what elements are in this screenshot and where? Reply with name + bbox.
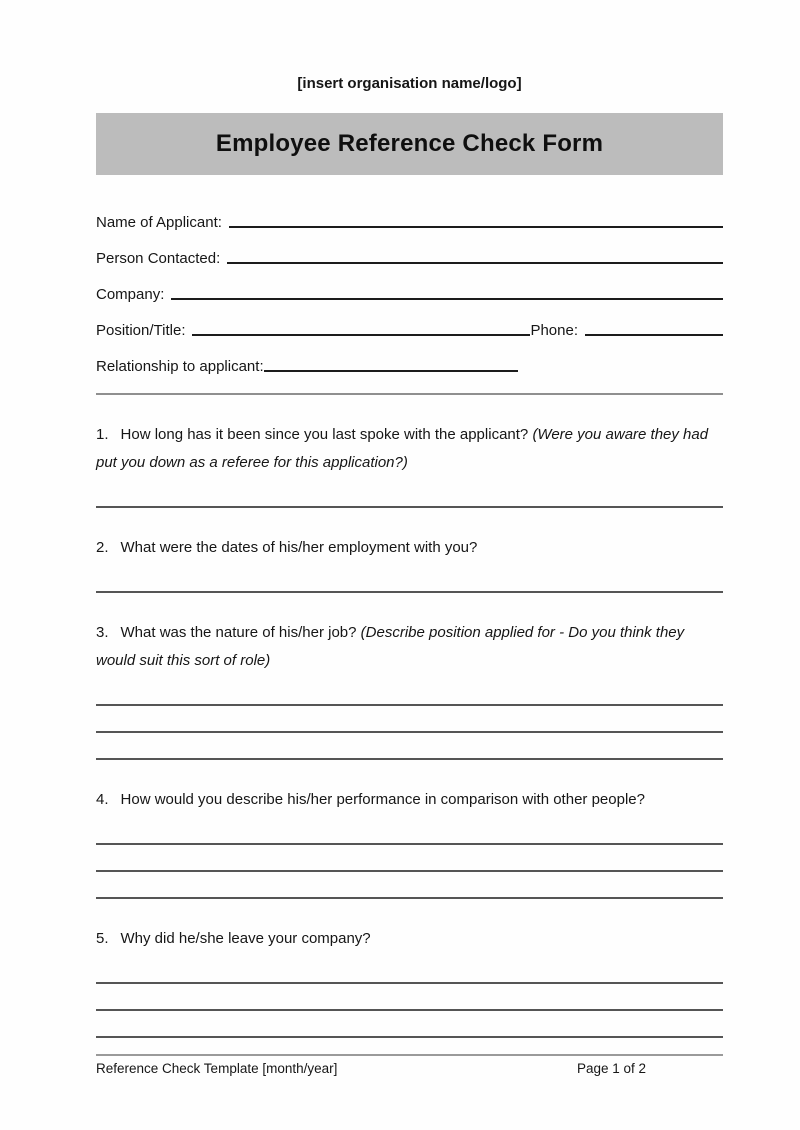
question-2-number: 2. [96,539,109,556]
question-1 [96,421,723,477]
phone-input[interactable] [585,334,723,336]
page-footer [96,1054,723,1076]
answer-line[interactable] [96,845,723,872]
answer-line[interactable] [96,706,723,733]
footer-page-number: Page 1 of 2 [577,1061,647,1076]
question-4-answers [96,818,723,899]
questions-section [96,421,723,1038]
position-title-label: Position/Title: [96,322,186,339]
relationship-label: Relationship to applicant: [96,358,264,375]
company-input[interactable] [171,298,723,300]
question-1-note: (Were you aware they had put you down as a referee for this application?) [96,426,709,471]
contact-fields-section [96,209,723,375]
position-title-input[interactable] [192,334,530,336]
question-1-text: How long has it been since you last spoke with the applicant? [120,426,529,443]
question-5 [96,925,723,953]
section-divider [96,393,723,395]
relationship-input[interactable] [264,370,518,372]
answer-line[interactable] [96,872,723,899]
footer-template-label: Reference Check Template [month/year] [96,1061,338,1076]
org-name-placeholder: [insert organisation name/logo] [297,75,522,92]
answer-line[interactable] [96,957,723,984]
question-1-answers [96,481,723,508]
question-4 [96,786,723,814]
question-3-note: (Describe position applied for - Do you think they would suit this sort of role) [96,624,685,669]
question-5-text: Why did he/she leave your company? [120,930,371,947]
question-2 [96,534,723,562]
answer-line[interactable] [96,566,723,593]
answer-line[interactable] [96,481,723,508]
phone-label: Phone: [530,322,578,339]
field-row-position-phone [96,317,723,339]
page-title: Employee Reference Check Form [215,130,604,157]
field-row-name-of-applicant [96,209,723,231]
field-row-person-contacted [96,245,723,267]
question-2-text: What were the dates of his/her employment with you? [120,539,478,556]
name-of-applicant-input[interactable] [229,226,723,228]
answer-line[interactable] [96,733,723,760]
form-title-banner [96,113,723,175]
question-4-number: 4. [96,791,109,808]
answer-line[interactable] [96,984,723,1011]
answer-line[interactable] [96,1011,723,1038]
answer-line[interactable] [96,679,723,706]
person-contacted-input[interactable] [227,262,723,264]
question-2-answers [96,566,723,593]
field-row-relationship [96,353,723,375]
question-5-answers [96,957,723,1038]
question-1-number: 1. [96,426,109,443]
company-label: Company: [96,286,165,303]
question-3-text: What was the nature of his/her job? [120,624,357,641]
question-3-number: 3. [96,624,109,641]
question-3-answers [96,679,723,760]
field-row-company [96,281,723,303]
question-3 [96,619,723,675]
question-5-number: 5. [96,930,109,947]
name-of-applicant-label: Name of Applicant: [96,214,222,231]
question-4-text: How would you describe his/her performance in comparison with other people? [120,791,645,808]
answer-line[interactable] [96,818,723,845]
person-contacted-label: Person Contacted: [96,250,221,267]
